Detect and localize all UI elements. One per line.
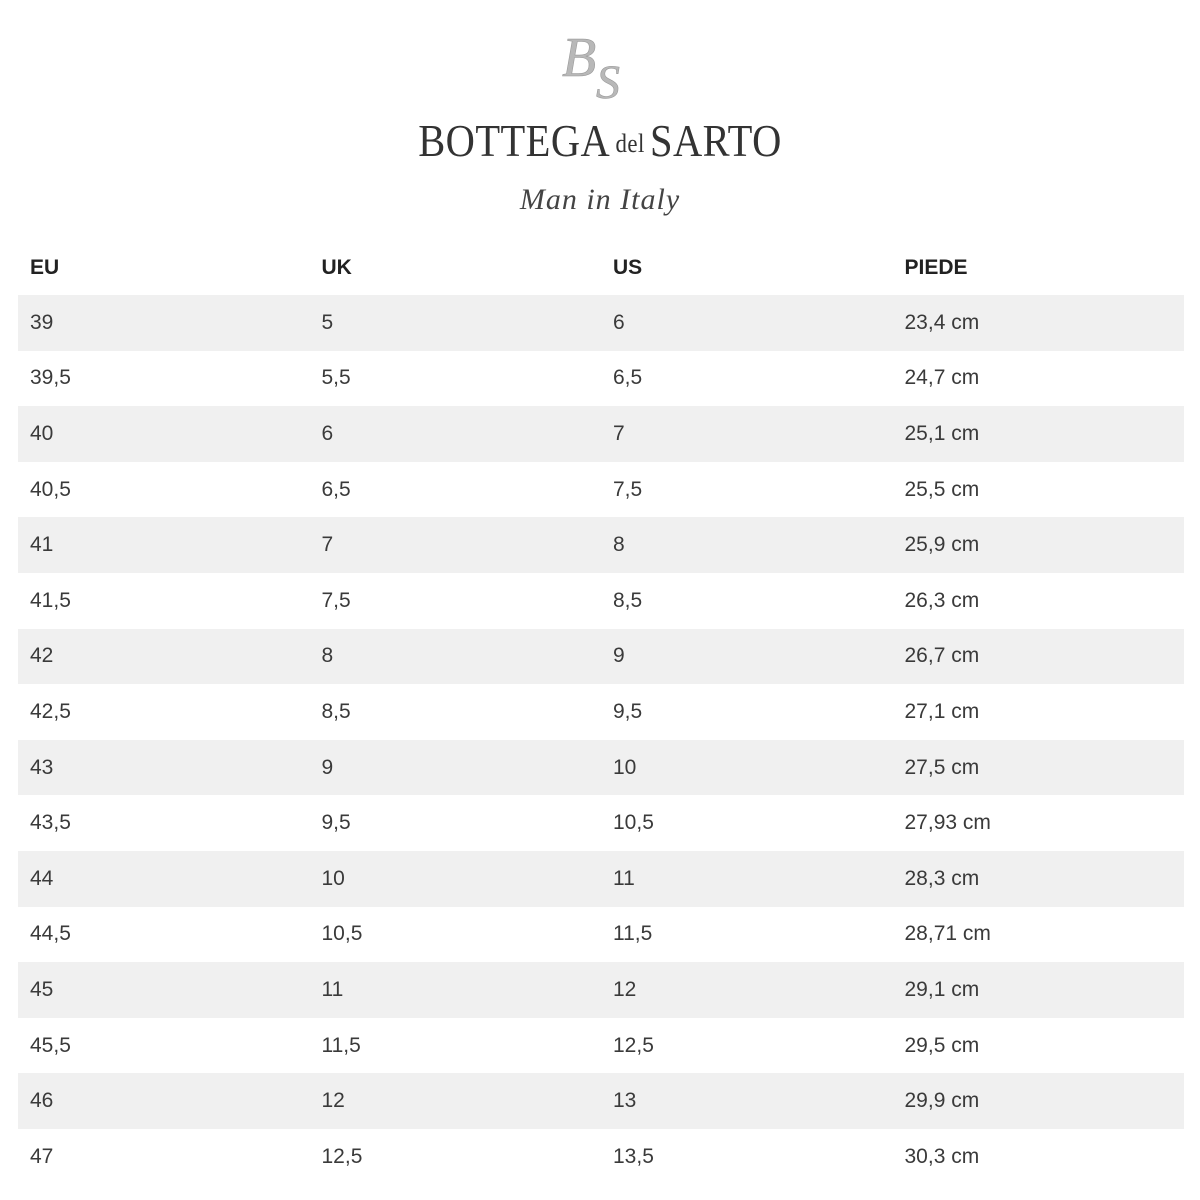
table-row (18, 351, 1184, 407)
cell-eu: 40 (30, 421, 54, 445)
cell-uk: 5,5 (321, 366, 351, 390)
table-row (18, 795, 1184, 851)
cell-uk: 11,5 (321, 1033, 361, 1057)
cell-us: 9 (613, 644, 625, 668)
cell-piede: 27,93 cm (904, 811, 991, 835)
header-us: US (613, 255, 643, 279)
cell-piede: 26,7 cm (904, 644, 980, 668)
brand-name (72, 114, 1128, 167)
cell-uk: 9,5 (321, 811, 351, 835)
cell-us: 13 (613, 1089, 637, 1113)
cell-piede: 29,1 cm (904, 977, 980, 1001)
cell-us: 8 (613, 533, 625, 557)
table-row (18, 740, 1184, 796)
cell-uk: 8 (321, 644, 334, 668)
table-row (18, 295, 1184, 351)
cell-piede: 28,3 cm (904, 866, 980, 890)
cell-eu: 42 (30, 644, 54, 668)
svg-text:S: S (596, 56, 620, 106)
cell-piede: 25,9 cm (904, 533, 980, 557)
cell-uk: 7 (321, 533, 334, 557)
cell-us: 7 (613, 421, 625, 445)
cell-uk: 10 (321, 866, 345, 890)
cell-us: 11,5 (613, 922, 653, 946)
cell-eu: 43,5 (30, 811, 71, 835)
table-row (18, 462, 1184, 518)
size-conversion-table (18, 240, 1184, 1185)
cell-us: 6,5 (613, 366, 643, 390)
cell-eu: 40,5 (30, 477, 71, 501)
brand-header (0, 0, 1200, 240)
header-piede: PIEDE (904, 255, 968, 279)
table-row (18, 684, 1184, 740)
cell-us: 11 (613, 866, 635, 890)
cell-eu: 39 (30, 310, 54, 334)
cell-eu: 47 (30, 1144, 54, 1168)
cell-us: 9,5 (613, 699, 643, 723)
cell-piede: 29,5 cm (904, 1033, 980, 1057)
cell-uk: 5 (321, 310, 334, 334)
cell-uk: 7,5 (321, 588, 351, 612)
cell-piede: 28,71 cm (904, 922, 991, 946)
table-row (18, 851, 1184, 907)
cell-eu: 41 (30, 533, 54, 557)
cell-us: 12,5 (613, 1033, 654, 1057)
cell-us: 10 (613, 755, 637, 779)
cell-uk: 12 (321, 1089, 345, 1113)
table-row (18, 1129, 1184, 1185)
cell-piede: 25,5 cm (904, 477, 980, 501)
cell-eu: 43 (30, 755, 54, 779)
cell-eu: 42,5 (30, 699, 71, 723)
cell-piede: 23,4 cm (904, 310, 980, 334)
cell-eu: 41,5 (30, 588, 71, 612)
table-row (18, 629, 1184, 685)
cell-us: 6 (613, 310, 625, 334)
cell-us: 12 (613, 977, 637, 1001)
svg-text:B: B (562, 27, 597, 89)
cell-uk: 11 (321, 977, 344, 1001)
cell-piede: 24,7 cm (904, 366, 980, 390)
table-row (18, 406, 1184, 462)
cell-piede: 30,3 cm (904, 1144, 980, 1168)
cell-us: 8,5 (613, 588, 643, 612)
cell-uk: 12,5 (321, 1144, 363, 1168)
cell-piede: 27,5 cm (904, 755, 980, 779)
cell-eu: 45,5 (30, 1033, 71, 1057)
cell-uk: 6,5 (321, 477, 351, 501)
cell-uk: 10,5 (321, 922, 363, 946)
brand-name-part1: BOTTEGA (418, 115, 611, 166)
cell-uk: 9 (321, 755, 334, 779)
cell-eu: 44,5 (30, 922, 71, 946)
table-row (18, 1073, 1184, 1129)
cell-uk: 6 (321, 421, 334, 445)
cell-uk: 8,5 (321, 699, 351, 723)
cell-eu: 44 (30, 866, 54, 890)
table-row (18, 962, 1184, 1018)
cell-us: 10,5 (613, 811, 654, 835)
table-row (18, 573, 1184, 629)
brand-tagline: Man in Italy (519, 183, 681, 216)
brand-monogram-logo (550, 24, 650, 106)
cell-piede: 26,3 cm (904, 588, 980, 612)
table-row (18, 1018, 1184, 1074)
header-uk: UK (321, 255, 352, 279)
cell-us: 13,5 (613, 1144, 654, 1168)
cell-eu: 45 (30, 977, 54, 1001)
cell-piede: 27,1 cm (904, 699, 980, 723)
table-row (18, 907, 1184, 963)
cell-eu: 39,5 (30, 366, 71, 390)
header-eu: EU (30, 255, 60, 279)
table-row (18, 517, 1184, 573)
cell-piede: 29,9 cm (904, 1089, 980, 1113)
table-header-row (18, 240, 1184, 295)
brand-name-part3: SARTO (650, 115, 782, 166)
cell-eu: 46 (30, 1089, 54, 1113)
brand-name-part2: del (615, 129, 645, 158)
cell-piede: 25,1 cm (904, 421, 980, 445)
cell-us: 7,5 (613, 477, 643, 501)
